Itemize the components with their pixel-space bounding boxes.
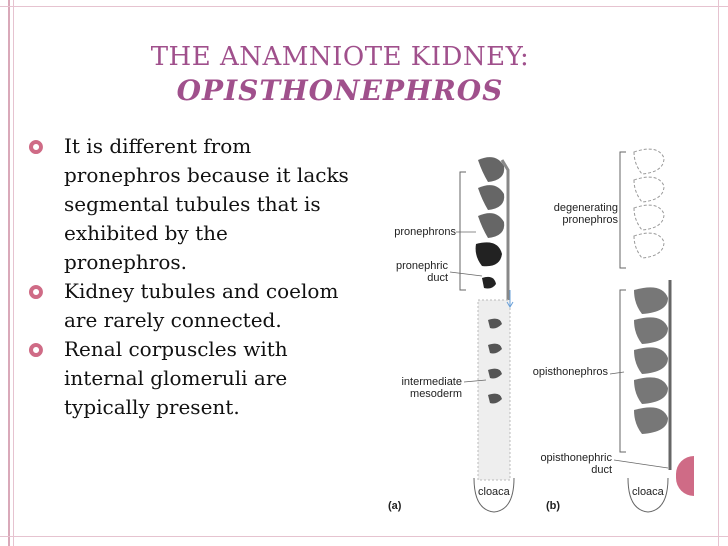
label-intermediate: intermediate — [401, 376, 462, 388]
bullet-text: Renal corpuscles with internal glomeruli are typically present. — [64, 337, 288, 419]
label-opisthonephric: opisthonephric — [540, 452, 612, 464]
label-pronephric: pronephric — [396, 260, 448, 272]
slide-border-line — [8, 0, 10, 546]
slide-border-line — [13, 0, 14, 546]
label-panel-a: (a) — [388, 500, 402, 512]
label-cloaca-a: cloaca — [478, 486, 510, 498]
label-opisthonephros: opisthonephros — [532, 366, 608, 378]
kidney-diagram — [378, 140, 678, 520]
title-line-2: OPISTHONEPHROS — [176, 74, 504, 107]
panel-a-drawing — [450, 157, 514, 512]
slide-border-line — [0, 6, 728, 7]
bullet-icon — [28, 284, 44, 300]
label-pronephrons: pronephrons — [394, 226, 456, 238]
bullet-list — [22, 132, 352, 422]
panel-b-drawing — [610, 149, 670, 512]
bullet-text: It is different from pronephros because it lacks segmental tubules that is exhibited by the pronephros. — [64, 134, 349, 274]
corner-accent-tab — [676, 456, 694, 496]
label-degenerating: degenerating — [553, 202, 618, 214]
label-panel-b: (b) — [546, 500, 561, 512]
slide-border-line — [0, 536, 728, 537]
label-pronephros: pronephros — [562, 214, 618, 226]
label-mesoderm: mesoderm — [410, 388, 462, 400]
bullet-item — [22, 335, 352, 422]
label-cloaca-b: cloaca — [632, 486, 664, 498]
bullet-text: Kidney tubules and coelom are rarely connected. — [64, 279, 339, 332]
label-duct-a: duct — [427, 272, 448, 284]
slide-border-line — [718, 0, 719, 546]
bullet-item — [22, 277, 352, 335]
bullet-icon — [28, 139, 44, 155]
bullet-item — [22, 132, 352, 277]
title-line-1: THE ANAMNIOTE KIDNEY: — [150, 42, 530, 72]
slide-left-margin — [0, 0, 14, 546]
bullet-icon — [28, 342, 44, 358]
label-duct-b: duct — [591, 464, 612, 476]
slide-title — [60, 40, 620, 108]
